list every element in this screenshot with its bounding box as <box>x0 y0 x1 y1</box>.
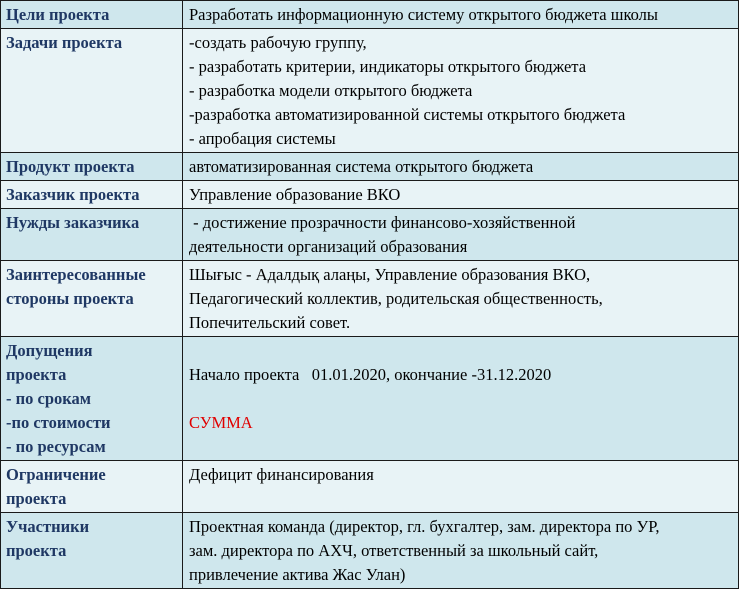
table-row <box>1 181 739 209</box>
row-value-customer: Управление образование ВКО <box>183 181 739 209</box>
table-row <box>1 337 739 461</box>
row-label-assumptions: Допущения проекта - по срокам -по стоимости - по ресурсам <box>1 337 183 461</box>
row-value-goals: Разработать информационную систему открытого бюджета школы <box>183 1 739 29</box>
row-value-product: автоматизированная система открытого бюджета <box>183 153 739 181</box>
table-row <box>1 261 739 337</box>
row-label-goals: Цели проекта <box>1 1 183 29</box>
table-row <box>1 29 739 153</box>
sum-label: СУММА <box>189 413 253 432</box>
project-dates: Начало проекта 01.01.2020, окончание -31.12.2020 <box>189 365 552 384</box>
row-label-customer: Заказчик проекта <box>1 181 183 209</box>
table-row <box>1 153 739 181</box>
row-label-stakeholders: Заинтересованные стороны проекта <box>1 261 183 337</box>
row-label-needs: Нужды заказчика <box>1 209 183 261</box>
table-row <box>1 461 739 513</box>
row-value-needs: - достижение прозрачности финансово-хозяйственной деятельности организаций образования <box>183 209 739 261</box>
table-row <box>1 513 739 589</box>
row-value-assumptions <box>183 337 739 461</box>
row-value-constraints: Дефицит финансирования <box>183 461 739 513</box>
row-label-constraints: Ограничение проекта <box>1 461 183 513</box>
table-row <box>1 1 739 29</box>
row-label-participants: Участники проекта <box>1 513 183 589</box>
row-label-product: Продукт проекта <box>1 153 183 181</box>
row-label-tasks: Задачи проекта <box>1 29 183 153</box>
row-value-tasks: -создать рабочую группу, - разработать критерии, индикаторы открытого бюджета - разработка модели открытого бюджета -разработка автоматизированной системы открытого бюджета - апробация системы <box>183 29 739 153</box>
row-value-stakeholders: Шығыс - Адалдық алаңы, Управление образования ВКО, Педагогический коллектив, родительская общественность, Попечительский совет. <box>183 261 739 337</box>
table-row <box>1 209 739 261</box>
row-value-participants: Проектная команда (директор, гл. бухгалтер, зам. директора по УР, зам. директора по АХЧ, ответственный за школьный сайт, привлечение актива Жас Улан) <box>183 513 739 589</box>
